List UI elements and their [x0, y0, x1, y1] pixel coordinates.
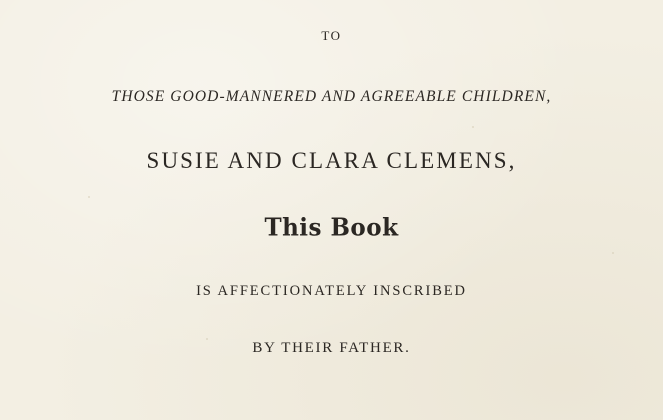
dedication-line-this-book: This Book — [264, 213, 399, 242]
dedication-line-to: TO — [321, 28, 342, 43]
dedication-line-children: THOSE GOOD-MANNERED AND AGREEABLE CHILDREN, — [111, 88, 552, 105]
dedication-line-names: SUSIE AND CLARA CLEMENS, — [146, 148, 517, 173]
dedication-line-inscribed: IS AFFECTIONATELY INSCRIBED — [196, 283, 467, 299]
dedication-line-father: BY THEIR FATHER. — [252, 340, 411, 356]
